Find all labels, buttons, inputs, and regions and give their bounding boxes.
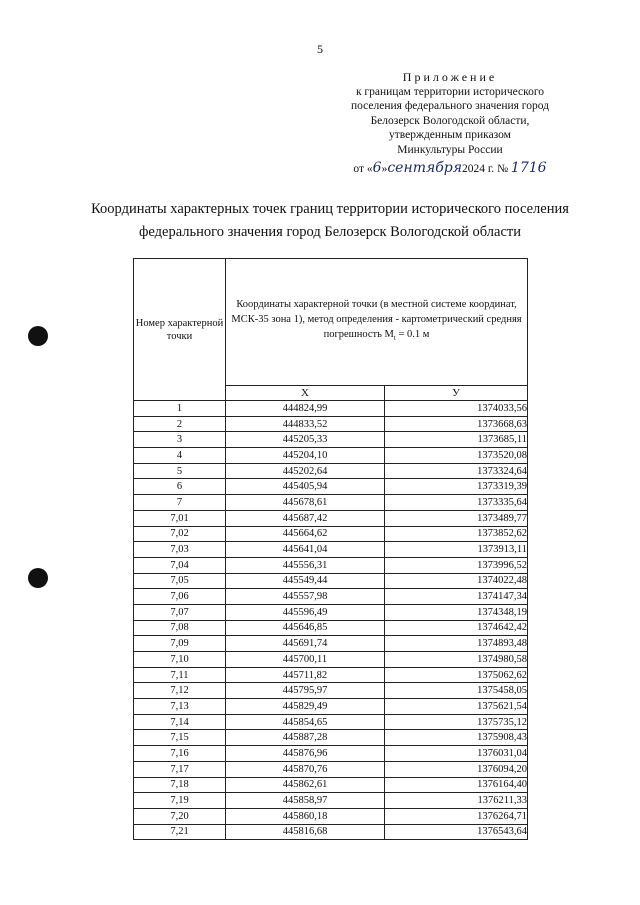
- table-row: [134, 777, 528, 793]
- cell-x: 445711,82: [226, 667, 385, 683]
- cell-x: 445549,44: [226, 573, 385, 589]
- cell-point-number: 3: [134, 432, 226, 448]
- order-mid: »: [381, 163, 388, 175]
- order-number-handwritten: 1716: [510, 160, 547, 176]
- cell-y: 1376094,20: [385, 761, 528, 777]
- cell-y: 1374033,56: [385, 401, 528, 417]
- cell-y: 1376211,33: [385, 793, 528, 809]
- cell-x: 444824,99: [226, 401, 385, 417]
- cell-y: 1374348,19: [385, 604, 528, 620]
- column-header-point-number: Номер характерной точки: [134, 259, 226, 401]
- cell-y: 1374893,48: [385, 636, 528, 652]
- cell-x: 445870,76: [226, 761, 385, 777]
- table-row: [134, 808, 528, 824]
- appendix-heading: Приложение: [402, 70, 498, 84]
- table-row: [134, 824, 528, 840]
- cell-x: 445646,85: [226, 620, 385, 636]
- cell-x: 445829,49: [226, 699, 385, 715]
- cell-y: 1374980,58: [385, 652, 528, 668]
- cell-y: 1375621,54: [385, 699, 528, 715]
- cell-x: 445862,61: [226, 777, 385, 793]
- cell-x: 445700,11: [226, 652, 385, 668]
- cell-y: 1373319,39: [385, 479, 528, 495]
- appendix-block: [300, 70, 600, 177]
- appendix-line: утвержденным приказом: [389, 129, 511, 141]
- cell-x: 445678,61: [226, 495, 385, 511]
- table-row: [134, 604, 528, 620]
- table-row: [134, 730, 528, 746]
- cell-x: 445204,10: [226, 448, 385, 464]
- table-row: [134, 401, 528, 417]
- cell-point-number: 7,13: [134, 699, 226, 715]
- cell-x: 445816,68: [226, 824, 385, 840]
- cell-y: 1374642,42: [385, 620, 528, 636]
- cell-point-number: 7,17: [134, 761, 226, 777]
- cell-point-number: 7,12: [134, 683, 226, 699]
- cell-point-number: 1: [134, 401, 226, 417]
- cell-y: 1373489,77: [385, 510, 528, 526]
- cell-point-number: 7,16: [134, 746, 226, 762]
- appendix-line: поселения федерального значения город: [350, 100, 549, 112]
- table-row: [134, 416, 528, 432]
- table-row: [134, 761, 528, 777]
- cell-point-number: 4: [134, 448, 226, 464]
- table-row: [134, 746, 528, 762]
- page-number: 5: [317, 42, 323, 56]
- cell-point-number: 7,15: [134, 730, 226, 746]
- cell-point-number: 7,07: [134, 604, 226, 620]
- coords-header-subscript: t: [393, 334, 396, 343]
- cell-x: 445205,33: [226, 432, 385, 448]
- appendix-line: к границам территории исторического: [355, 85, 545, 98]
- order-number-label: №: [497, 163, 509, 175]
- table-row: [134, 667, 528, 683]
- cell-point-number: 7,21: [134, 824, 226, 840]
- cell-y: 1375062,62: [385, 667, 528, 683]
- document-title: Координаты характерных точек границ территории исторического поселения федерального значения город Белозерск Вологодской области: [91, 201, 569, 240]
- cell-y: 1376264,71: [385, 808, 528, 824]
- table-row: [134, 573, 528, 589]
- cell-point-number: 7,14: [134, 714, 226, 730]
- cell-point-number: 6: [134, 479, 226, 495]
- cell-y: 1374147,34: [385, 589, 528, 605]
- cell-x: 445691,74: [226, 636, 385, 652]
- cell-point-number: 2: [134, 416, 226, 432]
- cell-y: 1373668,63: [385, 416, 528, 432]
- order-day-handwritten: 6: [372, 160, 382, 176]
- cell-x: 445860,18: [226, 808, 385, 824]
- cell-point-number: 7,10: [134, 652, 226, 668]
- table-row: [134, 620, 528, 636]
- cell-x: 445854,65: [226, 714, 385, 730]
- cell-y: 1373324,64: [385, 463, 528, 479]
- cell-x: 445687,42: [226, 510, 385, 526]
- column-header-coordinates: [226, 259, 528, 386]
- cell-y: 1373685,11: [385, 432, 528, 448]
- cell-y: 1373913,11: [385, 542, 528, 558]
- punch-hole: [28, 568, 48, 588]
- cell-x: 445202,64: [226, 463, 385, 479]
- cell-x: 445556,31: [226, 557, 385, 573]
- cell-point-number: 7,04: [134, 557, 226, 573]
- cell-y: 1374022,48: [385, 573, 528, 589]
- cell-x: 445887,28: [226, 730, 385, 746]
- table-row: [134, 714, 528, 730]
- appendix-line: Минкультуры России: [397, 143, 503, 156]
- coordinates-table: [133, 258, 528, 840]
- column-header-y: У: [385, 386, 528, 401]
- cell-point-number: 7,02: [134, 526, 226, 542]
- order-year: 2024 г.: [462, 163, 495, 175]
- appendix-line: Белозерск Вологодской области,: [370, 114, 530, 127]
- table-row: [134, 479, 528, 495]
- cell-point-number: 7,09: [134, 636, 226, 652]
- cell-y: 1376164,40: [385, 777, 528, 793]
- table-row: [134, 557, 528, 573]
- table-row: [134, 652, 528, 668]
- cell-point-number: 5: [134, 463, 226, 479]
- cell-point-number: 7,18: [134, 777, 226, 793]
- table-row: [134, 510, 528, 526]
- coords-header-tail: = 0.1 м: [395, 329, 430, 341]
- cell-y: 1373996,52: [385, 557, 528, 573]
- coords-header-text: Координаты характерной точки (в местной системе координат, МСК-35 зона 1), метод определения - картометрический средняя погрешность M: [231, 299, 522, 341]
- table-row: [134, 448, 528, 464]
- cell-point-number: 7,06: [134, 589, 226, 605]
- table-row: [134, 463, 528, 479]
- cell-x: 445876,96: [226, 746, 385, 762]
- cell-point-number: 7: [134, 495, 226, 511]
- order-month-handwritten: сентября: [387, 160, 463, 176]
- table-body: [134, 401, 528, 840]
- table-row: [134, 432, 528, 448]
- table-row: [134, 495, 528, 511]
- cell-x: 445405,94: [226, 479, 385, 495]
- cell-y: 1375908,43: [385, 730, 528, 746]
- cell-y: 1373520,08: [385, 448, 528, 464]
- table-row: [134, 636, 528, 652]
- table-row: [134, 793, 528, 809]
- cell-y: 1373335,64: [385, 495, 528, 511]
- cell-point-number: 7,05: [134, 573, 226, 589]
- table-row: [134, 683, 528, 699]
- cell-point-number: 7,01: [134, 510, 226, 526]
- order-date-line: [300, 161, 600, 177]
- table-row: [134, 699, 528, 715]
- cell-x: 445795,97: [226, 683, 385, 699]
- cell-y: 1375735,12: [385, 714, 528, 730]
- cell-y: 1376543,64: [385, 824, 528, 840]
- cell-x: 444833,52: [226, 416, 385, 432]
- table-row: [134, 526, 528, 542]
- cell-y: 1375458,05: [385, 683, 528, 699]
- cell-point-number: 7,11: [134, 667, 226, 683]
- cell-y: 1376031,04: [385, 746, 528, 762]
- cell-x: 445596,49: [226, 604, 385, 620]
- column-header-x: X: [226, 386, 385, 401]
- table-row: [134, 542, 528, 558]
- order-prefix: от «: [353, 163, 373, 175]
- punch-hole: [28, 326, 48, 346]
- cell-point-number: 7,19: [134, 793, 226, 809]
- cell-point-number: 7,20: [134, 808, 226, 824]
- cell-point-number: 7,03: [134, 542, 226, 558]
- table-row: [134, 589, 528, 605]
- cell-x: 445641,04: [226, 542, 385, 558]
- cell-point-number: 7,08: [134, 620, 226, 636]
- cell-y: 1373852,62: [385, 526, 528, 542]
- cell-x: 445557,98: [226, 589, 385, 605]
- cell-x: 445664,62: [226, 526, 385, 542]
- cell-x: 445858,97: [226, 793, 385, 809]
